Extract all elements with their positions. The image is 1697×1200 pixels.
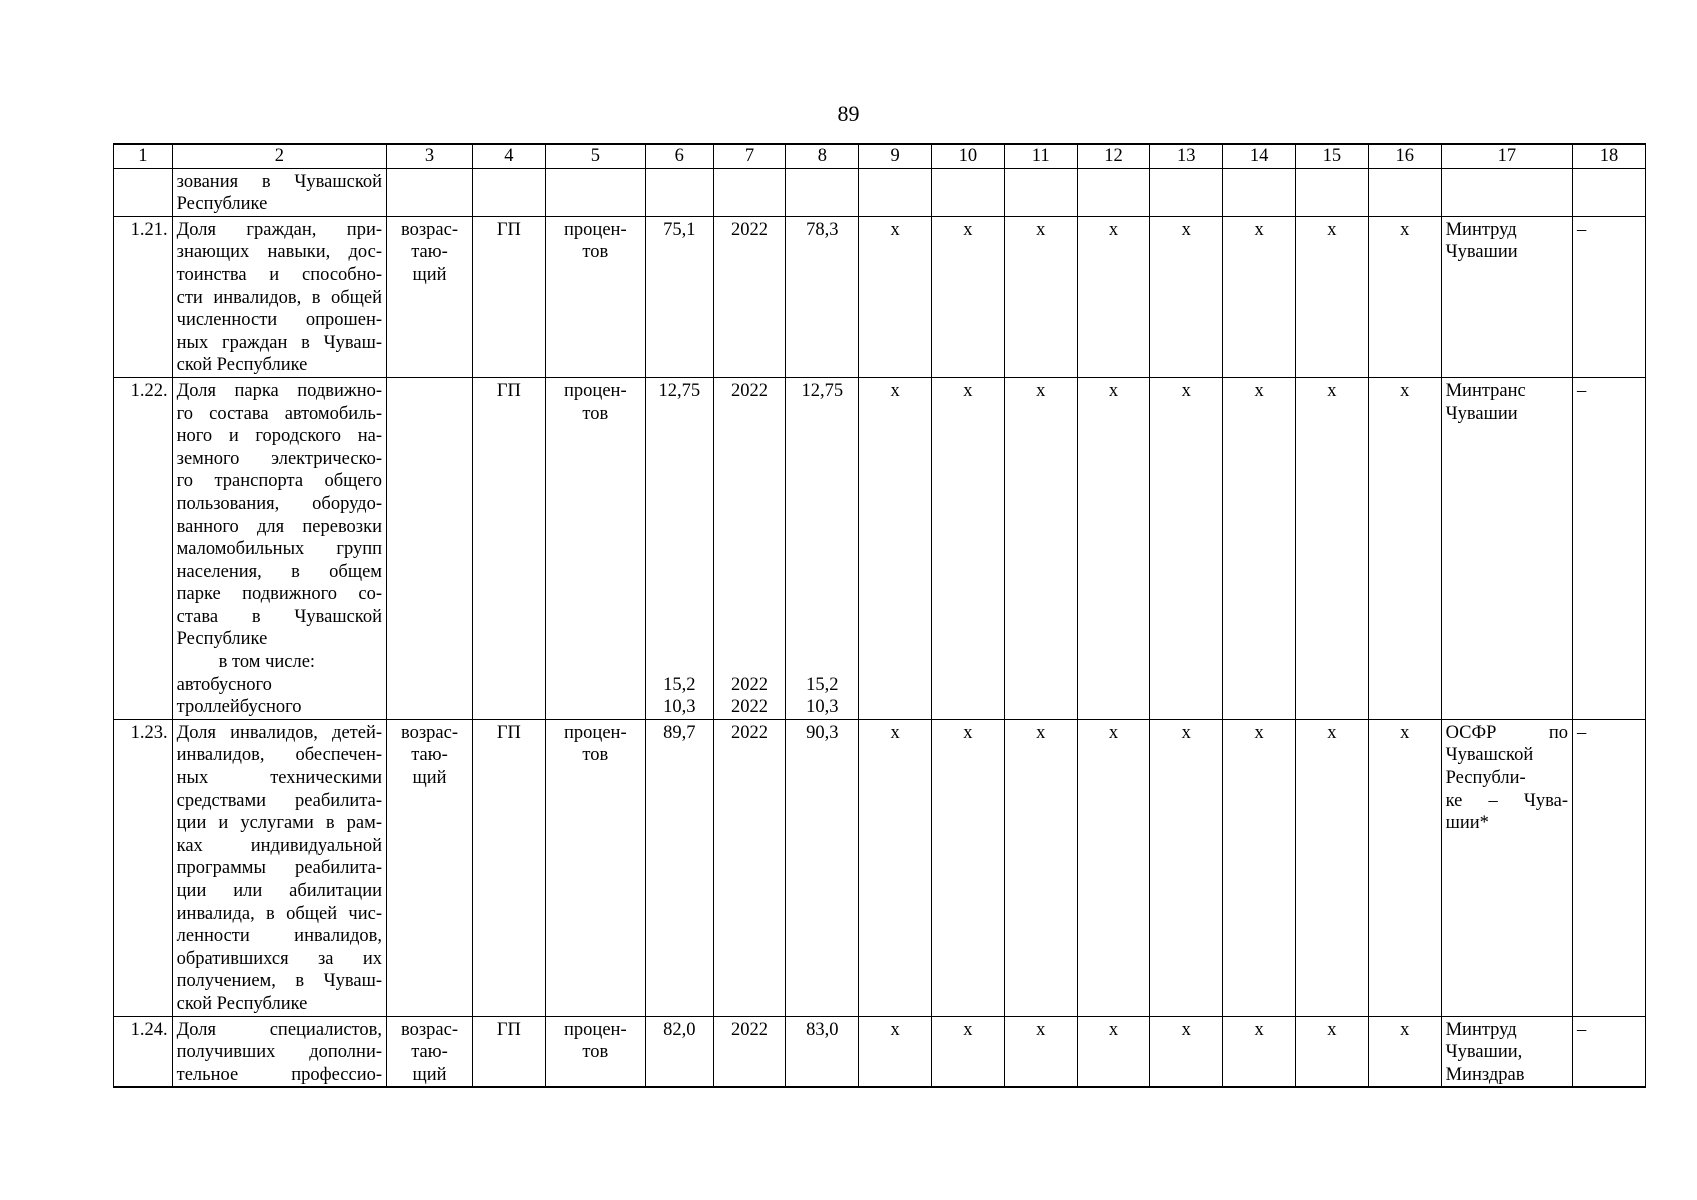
table-row [114, 719, 1646, 1016]
col18-value: – [1573, 1016, 1646, 1087]
mark-cell: х [1004, 216, 1077, 377]
mark-cell: х [1223, 216, 1296, 377]
mark-cell: х [1296, 1016, 1369, 1087]
indicator-description: зования в Чувашской Республике [172, 168, 386, 216]
indicator-description: Доля инвалидов, детей- инвалидов, обеспечен- ных техническими средствами реабилита- ции и услугами в рам- ках индивидуальной программы реабилита- ции или абилитации инвалида, в общей чис- ленности инвалидов, обратившихся за их получением, в Чуваш- ской Республике [172, 719, 386, 1016]
col-header: 16 [1368, 144, 1441, 168]
mark-cell: х [1223, 1016, 1296, 1087]
sub-item-target: 15,2 [806, 674, 839, 695]
mark-cell: х [1368, 377, 1441, 719]
base-value: 82,0 [645, 1016, 713, 1087]
mark-cell: х [1077, 1016, 1150, 1087]
table-row [114, 377, 1646, 719]
indicator-type: ГП [472, 216, 545, 377]
table-row [114, 216, 1646, 377]
col-header: 14 [1223, 144, 1296, 168]
subheading: в том числе: [218, 652, 316, 673]
trend: возрас- таю- щий [387, 719, 473, 1016]
row-number: 1.22. [114, 377, 173, 719]
mark-cell: х [859, 1016, 932, 1087]
col18-value: – [1573, 377, 1646, 719]
unit: процен- тов [545, 1016, 645, 1087]
col-header: 12 [1077, 144, 1150, 168]
sub-item-label: троллейбусного [176, 697, 302, 718]
mark-cell: х [1077, 719, 1150, 1016]
col-header: 9 [859, 144, 932, 168]
col-header: 17 [1441, 144, 1572, 168]
responsible-agency: ОСФР по Чувашской Республи- ке – Чува- шии* [1441, 719, 1572, 1016]
mark-cell: х [1223, 377, 1296, 719]
sub-item-base: 15,2 [663, 674, 696, 695]
mark-cell: х [1368, 216, 1441, 377]
sub-item-year: 2022 [731, 697, 769, 718]
sub-item-label: автобусного [176, 674, 272, 695]
base-year: 2022 [713, 1016, 786, 1087]
continuation-row [114, 168, 1646, 216]
trend: возрас- таю- щий [387, 216, 473, 377]
col-header: 6 [645, 144, 713, 168]
row-number [114, 168, 173, 216]
mark-cell: х [1077, 377, 1150, 719]
mark-cell: х [1004, 377, 1077, 719]
base-value: 12,75 15,2 10,3 [645, 377, 713, 719]
trend [387, 377, 473, 719]
mark-cell: х [1296, 377, 1369, 719]
row-number: 1.24. [114, 1016, 173, 1087]
sub-item-target: 10,3 [806, 697, 839, 718]
mark-cell: х [1077, 216, 1150, 377]
target-value: 90,3 [786, 719, 859, 1016]
mark-cell: х [1368, 719, 1441, 1016]
col-header: 5 [545, 144, 645, 168]
sub-item-base: 10,3 [663, 697, 696, 718]
mark-cell: х [1004, 719, 1077, 1016]
base-year: 2022 2022 2022 [713, 377, 786, 719]
mark-cell: х [1368, 1016, 1441, 1087]
base-year: 2022 [713, 216, 786, 377]
mark-cell: х [932, 377, 1005, 719]
trend: возрас- таю- щий [387, 1016, 473, 1087]
mark-cell: х [932, 216, 1005, 377]
col-header: 8 [786, 144, 859, 168]
col-header: 15 [1296, 144, 1369, 168]
target-value: 83,0 [786, 1016, 859, 1087]
unit: процен- тов [545, 719, 645, 1016]
col18-value: – [1573, 719, 1646, 1016]
indicators-table [113, 143, 1646, 1088]
target-value: 78,3 [786, 216, 859, 377]
base-year: 2022 [713, 719, 786, 1016]
mark-cell: х [859, 719, 932, 1016]
sub-item-year: 2022 [731, 674, 769, 695]
row-number: 1.21. [114, 216, 173, 377]
indicator-type: ГП [472, 377, 545, 719]
responsible-agency: Минтруд Чувашии [1441, 216, 1572, 377]
mark-cell: х [1150, 377, 1223, 719]
mark-cell: х [1150, 216, 1223, 377]
mark-cell: х [1150, 1016, 1223, 1087]
col18-value: – [1573, 216, 1646, 377]
col-header: 13 [1150, 144, 1223, 168]
mark-cell: х [932, 719, 1005, 1016]
row-number: 1.23. [114, 719, 173, 1016]
mark-cell: х [932, 1016, 1005, 1087]
mark-cell: х [1296, 719, 1369, 1016]
col-header: 1 [114, 144, 173, 168]
indicator-description: Доля специалистов, получивших дополни- тельное профессио- [172, 1016, 386, 1087]
col-header: 7 [713, 144, 786, 168]
col-header: 4 [472, 144, 545, 168]
col-header: 3 [387, 144, 473, 168]
mark-cell: х [1296, 216, 1369, 377]
page-number: 89 [837, 101, 860, 126]
base-value: 89,7 [645, 719, 713, 1016]
unit: процен- тов [545, 216, 645, 377]
unit: процен- тов [545, 377, 645, 719]
indicator-description: Доля граждан, при- знающих навыки, дос- тоинства и способно- сти инвалидов, в общей численности опрошен- ных граждан в Чуваш- ской Республике [172, 216, 386, 377]
base-value: 75,1 [645, 216, 713, 377]
mark-cell: х [859, 377, 932, 719]
mark-cell: х [1223, 719, 1296, 1016]
col-header: 10 [932, 144, 1005, 168]
responsible-agency: Минтруд Чувашии, Минздрав [1441, 1016, 1572, 1087]
table-row [114, 1016, 1646, 1087]
col-header: 2 [172, 144, 386, 168]
col-header: 18 [1573, 144, 1646, 168]
mark-cell: х [1004, 1016, 1077, 1087]
col-header: 11 [1004, 144, 1077, 168]
indicator-type: ГП [472, 1016, 545, 1087]
indicator-type: ГП [472, 719, 545, 1016]
mark-cell: х [1150, 719, 1223, 1016]
target-value: 12,75 15,2 10,3 [786, 377, 859, 719]
indicator-description: Доля парка подвижно- го состава автомобиль- ного и городского на- земного электрическо- го транспорта общего пользования, оборудо- ванного для перевозки маломобильных групп населения, в общем парке подвижного со- става в Чувашской Республике в том числе: автобусного троллейбусного [172, 377, 386, 719]
column-number-header [114, 144, 1646, 168]
mark-cell: х [859, 216, 932, 377]
responsible-agency: Минтранс Чувашии [1441, 377, 1572, 719]
